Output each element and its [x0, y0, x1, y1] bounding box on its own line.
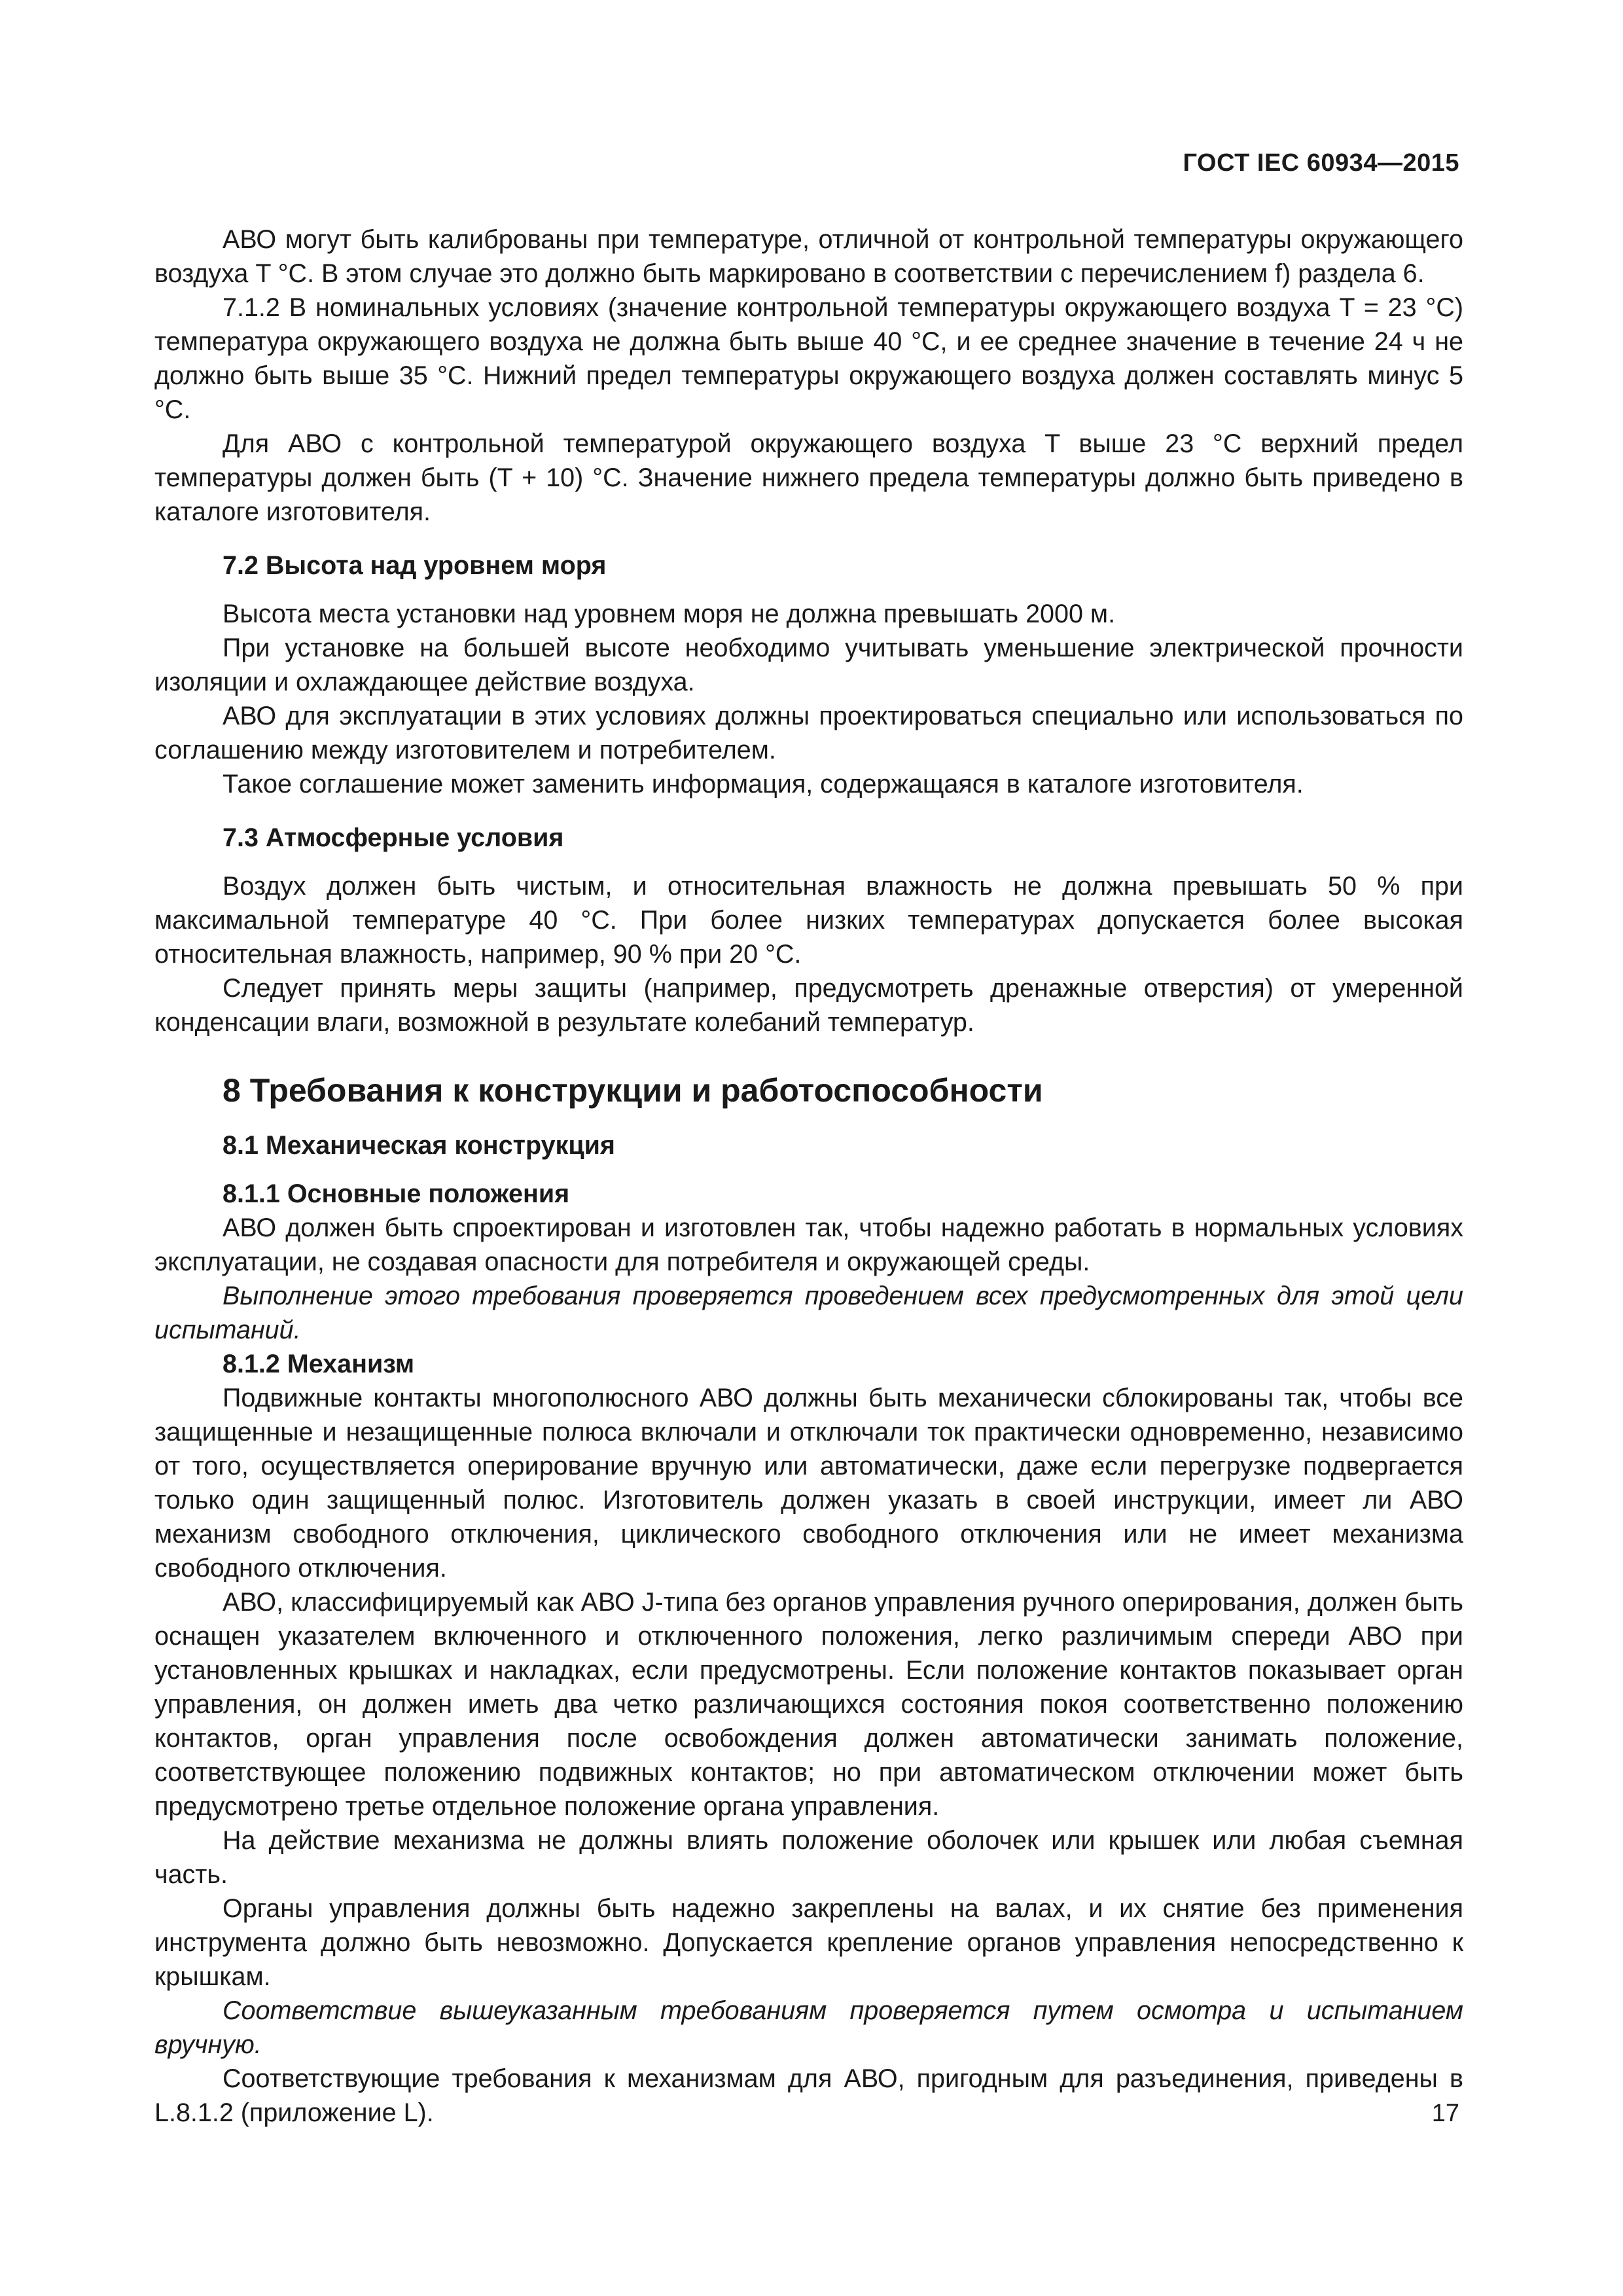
paragraph: Высота места установки над уровнем моря не должна превышать 2000 м.	[223, 600, 1116, 628]
paragraph: На действие механизма не должны влиять положение оболочек или крышек или любая съемная часть.	[154, 1826, 1463, 1889]
document-header: ГОСТ IEC 60934—2015	[1183, 149, 1459, 177]
paragraph: Следует принять меры защиты (например, предусмотреть дренажные отверстия) от умеренной конденсации влаги, возможной в результате колебаний температур.	[154, 974, 1463, 1037]
paragraph: Для АВО с контрольной температурой окружающего воздуха T выше 23 °C верхний предел температуры должен быть (T + 10) °C. Значение нижнего предела температуры должно быть приведено в каталоге изготовителя.	[154, 429, 1463, 526]
section-heading-8-1: 8.1 Механическая конструкция	[223, 1131, 615, 1160]
paragraph: Соответствующие требования к механизмам для АВО, пригодным для разъединения, приведены в L.8.1.2 (приложение L).	[154, 2064, 1463, 2127]
paragraph: 7.1.2 В номинальных условиях (значение контрольной температуры окружающего воздуха T = 23 °C) температура окружающего воздуха не должна быть выше 40 °C, и ее среднее значение в течение 24 ч не должно быть выше 35 °C. Нижний предел температуры окружающего воздуха должен составлять минус 5 °C.	[154, 293, 1463, 424]
paragraph: АВО должен быть спроектирован и изготовлен так, чтобы надежно работать в нормальных условиях эксплуатации, не создавая опасности для потребителя и окружающей среды.	[154, 1213, 1463, 1276]
paragraph: АВО могут быть калиброваны при температуре, отличной от контрольной температуры окружающего воздуха T °C. В этом случае это должно быть маркировано в соответствии с перечислением f) раздела 6.	[154, 225, 1463, 288]
paragraph: Такое соглашение может заменить информация, содержащаяся в каталоге изготовителя.	[223, 770, 1304, 798]
section-heading-8-1-2: 8.1.2 Механизм	[223, 1350, 415, 1378]
paragraph: Воздух должен быть чистым, и относительная влажность не должна превышать 50 % при максимальной температуре 40 °C. При более низких температурах допускается более высокая относительная влажность, например, 90 % при 20 °C.	[154, 872, 1463, 969]
italic-paragraph: Соответствие вышеуказанным требованиям проверяется путем осмотра и испытанием вручную.	[154, 1996, 1463, 2059]
section-heading-7-2: 7.2 Высота над уровнем моря	[223, 551, 607, 580]
paragraph: При установке на большей высоте необходимо учитывать уменьшение электрической прочности изоляции и охлаждающее действие воздуха.	[154, 634, 1463, 696]
chapter-heading-8: 8 Требования к конструкции и работоспособности	[223, 1072, 1043, 1109]
page-number: 17	[1431, 2100, 1459, 2127]
paragraph: АВО для эксплуатации в этих условиях должны проектироваться специально или использоваться по соглашению между изготовителем и потребителем.	[154, 702, 1463, 764]
italic-paragraph: Выполнение этого требования проверяется проведением всех предусмотренных для этой цели испытаний.	[154, 1282, 1463, 1344]
paragraph: АВО, классифицируемый как АВО J-типа без органов управления ручного оперирования, должен быть оснащен указателем включенного и отключенного положения, легко различимым спереди АВО при установленных крышках и накладках, если предусмотрены. Если положение контактов показывает орган управления, он должен иметь два четко различающихся состояния покоя соответственно положению контактов, орган управления после освобождения должен автоматически занимать положение, соответствующее положению подвижных контактов; но при автоматическом отключении может быть предусмотрено третье отдельное положение органа управления.	[154, 1588, 1463, 1821]
paragraph: Подвижные контакты многополюсного АВО должны быть механически сблокированы так, чтобы все защищенные и незащищенные полюса включали и отключали ток практически одновременно, независимо от того, осуществляется оперирование вручную или автоматически, даже если перегрузке подвергается только один защищенный полюс. Изготовитель должен указать в своей инструкции, имеет ли АВО механизм свободного отключения, циклического свободного отключения или не имеет механизма свободного отключения.	[154, 1384, 1463, 1583]
section-heading-7-3: 7.3 Атмосферные условия	[223, 823, 564, 852]
document-body	[154, 223, 1463, 2130]
paragraph: Органы управления должны быть надежно закреплены на валах, и их снятие без применения инструмента должно быть невозможно. Допускается крепление органов управления непосредственно к крышкам.	[154, 1894, 1463, 1991]
section-heading-8-1-1: 8.1.1 Основные положения	[223, 1179, 570, 1208]
